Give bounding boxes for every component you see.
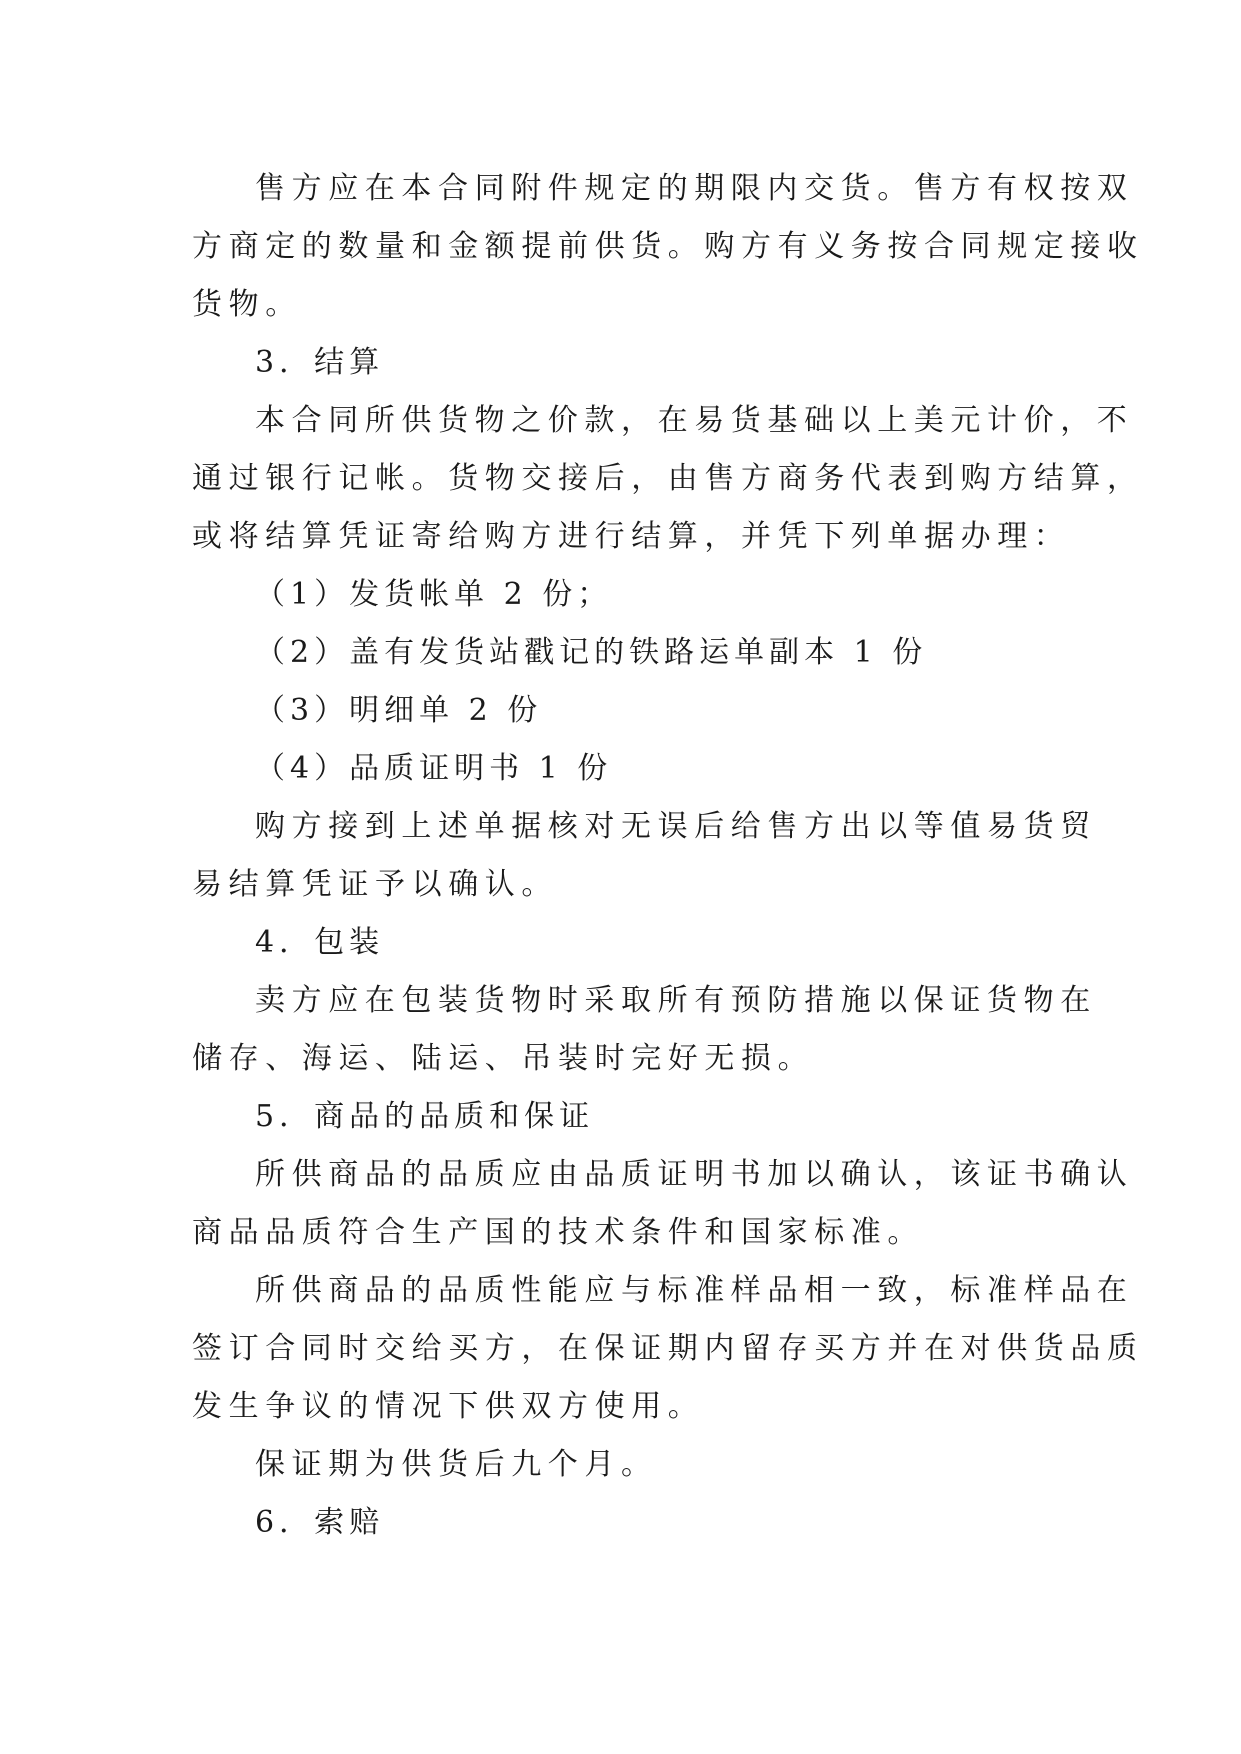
list-item: （1）发货帐单 2 份；: [255, 577, 613, 612]
paragraph-line: 方商定的数量和金额提前供货。购方有义务按合同规定接收: [192, 229, 1144, 264]
paragraph-line: 储存、海运、陆运、吊装时完好无损。: [192, 1041, 815, 1076]
paragraph-line: 商品品质符合生产国的技术条件和国家标准。: [192, 1215, 924, 1250]
paragraph-line: 通过银行记帐。货物交接后，由售方商务代表到购方结算，: [192, 461, 1144, 496]
paragraph-line: 购方接到上述单据核对无误后给售方出以等值易货贸: [255, 809, 1097, 844]
list-item: （3）明细单 2 份: [255, 693, 543, 728]
section-heading-quality: 5．商品的品质和保证: [255, 1099, 595, 1134]
paragraph-line: 易结算凭证予以确认。: [192, 867, 558, 902]
list-item: （4）品质证明书 1 份: [255, 751, 613, 786]
paragraph-line: 本合同所供货物之价款，在易货基础以上美元计价，不: [255, 403, 1134, 438]
paragraph-line: 或将结算凭证寄给购方进行结算，并凭下列单据办理：: [192, 519, 1071, 554]
paragraph-line: 所供商品的品质应由品质证明书加以确认，该证书确认: [255, 1157, 1134, 1192]
paragraph-line: 卖方应在包装货物时采取所有预防措施以保证货物在: [255, 983, 1097, 1018]
paragraph-line: 售方应在本合同附件规定的期限内交货。售方有权按双: [255, 171, 1134, 206]
document-page: [192, 160, 1144, 1552]
section-heading-packaging: 4．包装: [255, 925, 385, 960]
paragraph-line: 保证期为供货后九个月。: [255, 1447, 658, 1482]
section-heading-settlement: 3．结算: [255, 345, 385, 380]
paragraph-line: 所供商品的品质性能应与标准样品相一致，标准样品在: [255, 1273, 1134, 1308]
list-item: （2）盖有发货站戳记的铁路运单副本 1 份: [255, 635, 928, 670]
paragraph-line: 货物。: [192, 287, 302, 322]
paragraph-line: 发生争议的情况下供双方使用。: [192, 1389, 705, 1424]
section-heading-claims: 6．索赔: [255, 1505, 385, 1540]
paragraph-line: 签订合同时交给买方，在保证期内留存买方并在对供货品质: [192, 1331, 1144, 1366]
